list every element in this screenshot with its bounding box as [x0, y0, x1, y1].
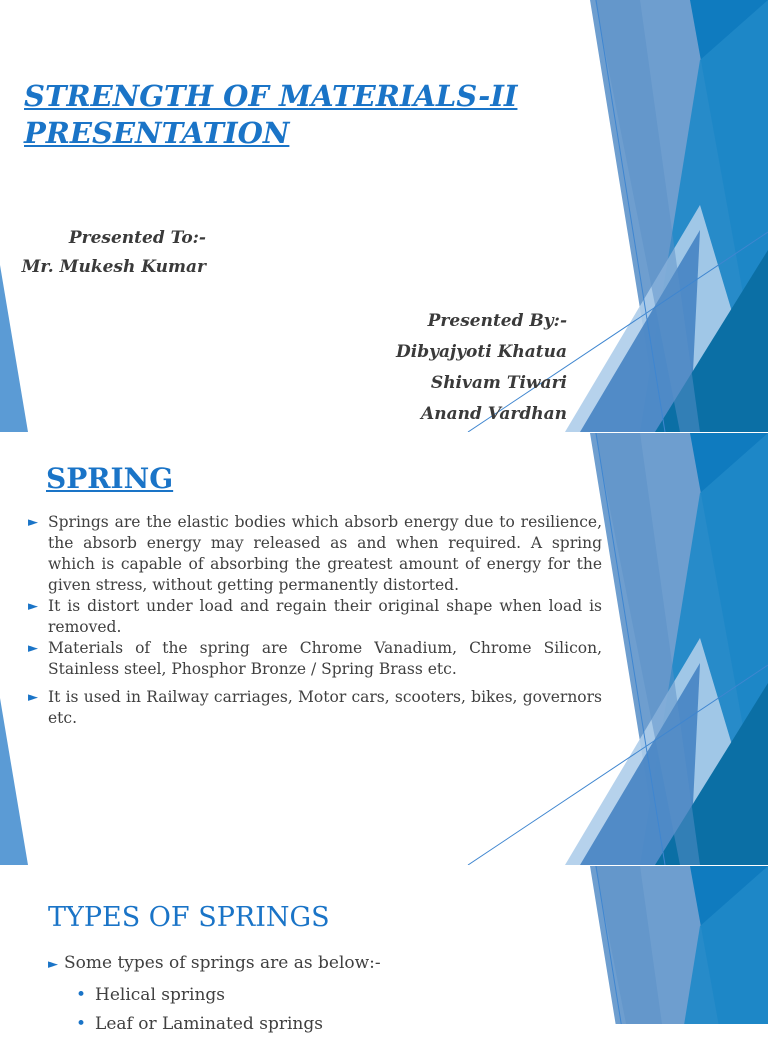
title-line-2: PRESENTATION	[24, 116, 290, 150]
list-item	[28, 638, 602, 680]
types-heading: TYPES OF SPRINGS	[48, 902, 330, 933]
triangle-right-icon: ►	[48, 957, 58, 972]
bullet-text: It is distort under load and regain their original shape when load is removed.	[48, 597, 602, 636]
presented-by-label: Presented By:-	[427, 311, 567, 331]
types-intro-text: Some types of springs are as below:-	[64, 953, 381, 973]
presented-by-block	[300, 306, 567, 430]
left-triangle-shape	[0, 265, 28, 432]
list-item	[76, 981, 323, 1010]
presented-to-name: Mr. Mukesh Kumar	[21, 257, 206, 277]
type-label: Leaf or Laminated springs	[95, 1014, 323, 1034]
bullet-text: It is used in Railway carriages, Motor cars, scooters, bikes, governors etc.	[48, 688, 602, 727]
presentation-title	[24, 78, 517, 152]
left-triangle-shape	[0, 698, 28, 865]
triangle-right-icon: ►	[28, 690, 38, 705]
list-item	[28, 687, 602, 729]
presented-to-label: Presented To:-	[68, 228, 206, 248]
triangle-right-icon: ►	[28, 641, 38, 656]
spring-bullet-list	[28, 512, 602, 729]
presenter-name: Anand Vardhan	[421, 404, 567, 424]
triangle-right-icon: ►	[28, 515, 38, 530]
dot-icon: •	[76, 1014, 87, 1034]
bullet-text: Materials of the spring are Chrome Vanadium, Chrome Silicon, Stainless steel, Phosphor Bronze / Spring Brass etc.	[48, 639, 602, 678]
list-item	[28, 512, 602, 596]
title-line-1: STRENGTH OF MATERIALS-II	[24, 79, 518, 113]
list-item	[28, 596, 602, 638]
type-label: Helical springs	[95, 985, 226, 1005]
presenter-name: Shivam Tiwari	[430, 373, 567, 393]
triangle-right-icon: ►	[28, 599, 38, 614]
presented-to-block	[0, 224, 206, 282]
dot-icon: •	[76, 985, 87, 1005]
slide-title	[0, 0, 768, 432]
list-item	[76, 1010, 323, 1039]
types-intro	[48, 952, 381, 976]
presenter-name: Dibyajyoti Khatua	[396, 342, 567, 362]
bullet-text: Springs are the elastic bodies which absorb energy due to resilience, the absorb energy may released as and when required. A spring which is capable of absorbing the greatest amount of energy for the given stress, without getting permanently distorted.	[48, 513, 602, 594]
spring-heading: SPRING	[46, 462, 174, 495]
types-list	[76, 981, 323, 1039]
